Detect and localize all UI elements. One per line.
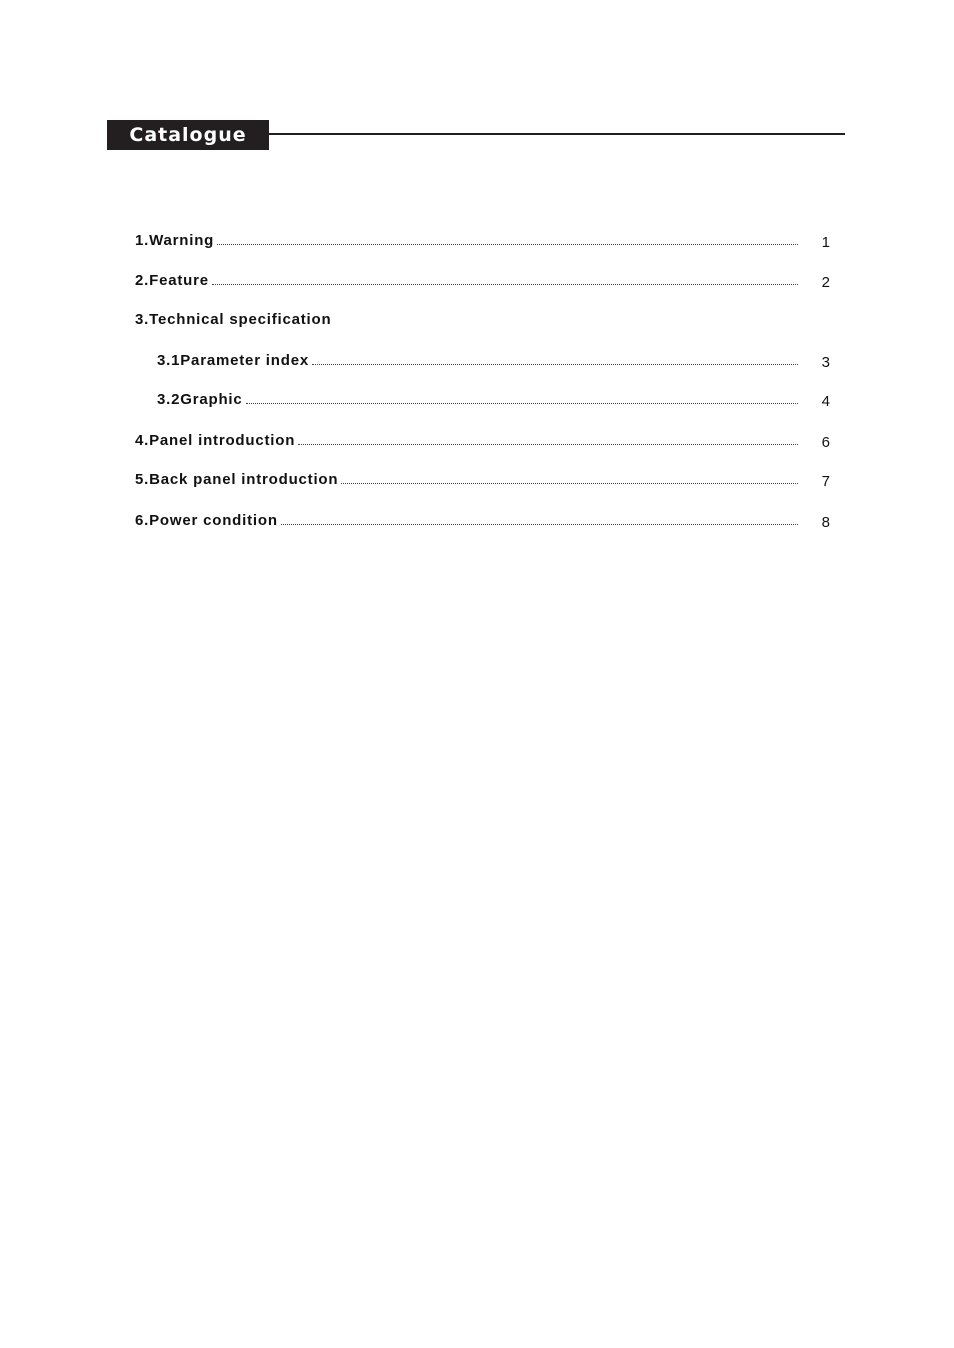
toc-dot-leader (217, 243, 798, 245)
toc-dot-leader (281, 523, 798, 525)
toc-entry-power-condition[interactable] (135, 506, 830, 530)
toc-entry-warning[interactable] (135, 226, 830, 250)
toc-entry-label: 5.Back panel introduction (135, 471, 339, 488)
toc-entry-label: 3.1Parameter index (157, 352, 309, 369)
toc-entry-technical-specification[interactable] (135, 305, 830, 329)
toc-dot-leader (341, 482, 798, 484)
header-divider (269, 133, 845, 135)
toc-entry-label: 4.Panel introduction (135, 432, 296, 449)
toc-entry-graphic[interactable] (135, 385, 830, 409)
toc-dot-leader (246, 402, 798, 404)
toc-entry-page: 2 (821, 274, 830, 291)
toc-entry-feature[interactable] (135, 266, 830, 290)
toc-entry-page: 7 (821, 473, 830, 490)
toc-entry-page: 8 (821, 514, 830, 531)
toc-entry-label: 3.Technical specification (135, 311, 332, 328)
toc-entry-page: 6 (821, 434, 830, 451)
toc-entry-panel-introduction[interactable] (135, 426, 830, 450)
toc-entry-parameter-index[interactable] (135, 346, 830, 370)
toc-entry-page: 1 (821, 234, 830, 251)
toc-entry-label: 2.Feature (135, 272, 209, 289)
toc-dot-leader (212, 283, 798, 285)
toc-entry-page: 4 (821, 393, 830, 410)
toc-entry-page: 3 (821, 354, 830, 371)
catalogue-header (107, 120, 845, 150)
page-title: Catalogue (107, 120, 269, 150)
toc-entry-label: 6.Power condition (135, 512, 278, 529)
toc-dot-leader (298, 443, 798, 445)
toc-entry-label: 1.Warning (135, 232, 215, 249)
toc-entry-label: 3.2Graphic (157, 391, 243, 408)
toc-dot-leader (312, 363, 798, 365)
toc-entry-back-panel-introduction[interactable] (135, 465, 830, 489)
